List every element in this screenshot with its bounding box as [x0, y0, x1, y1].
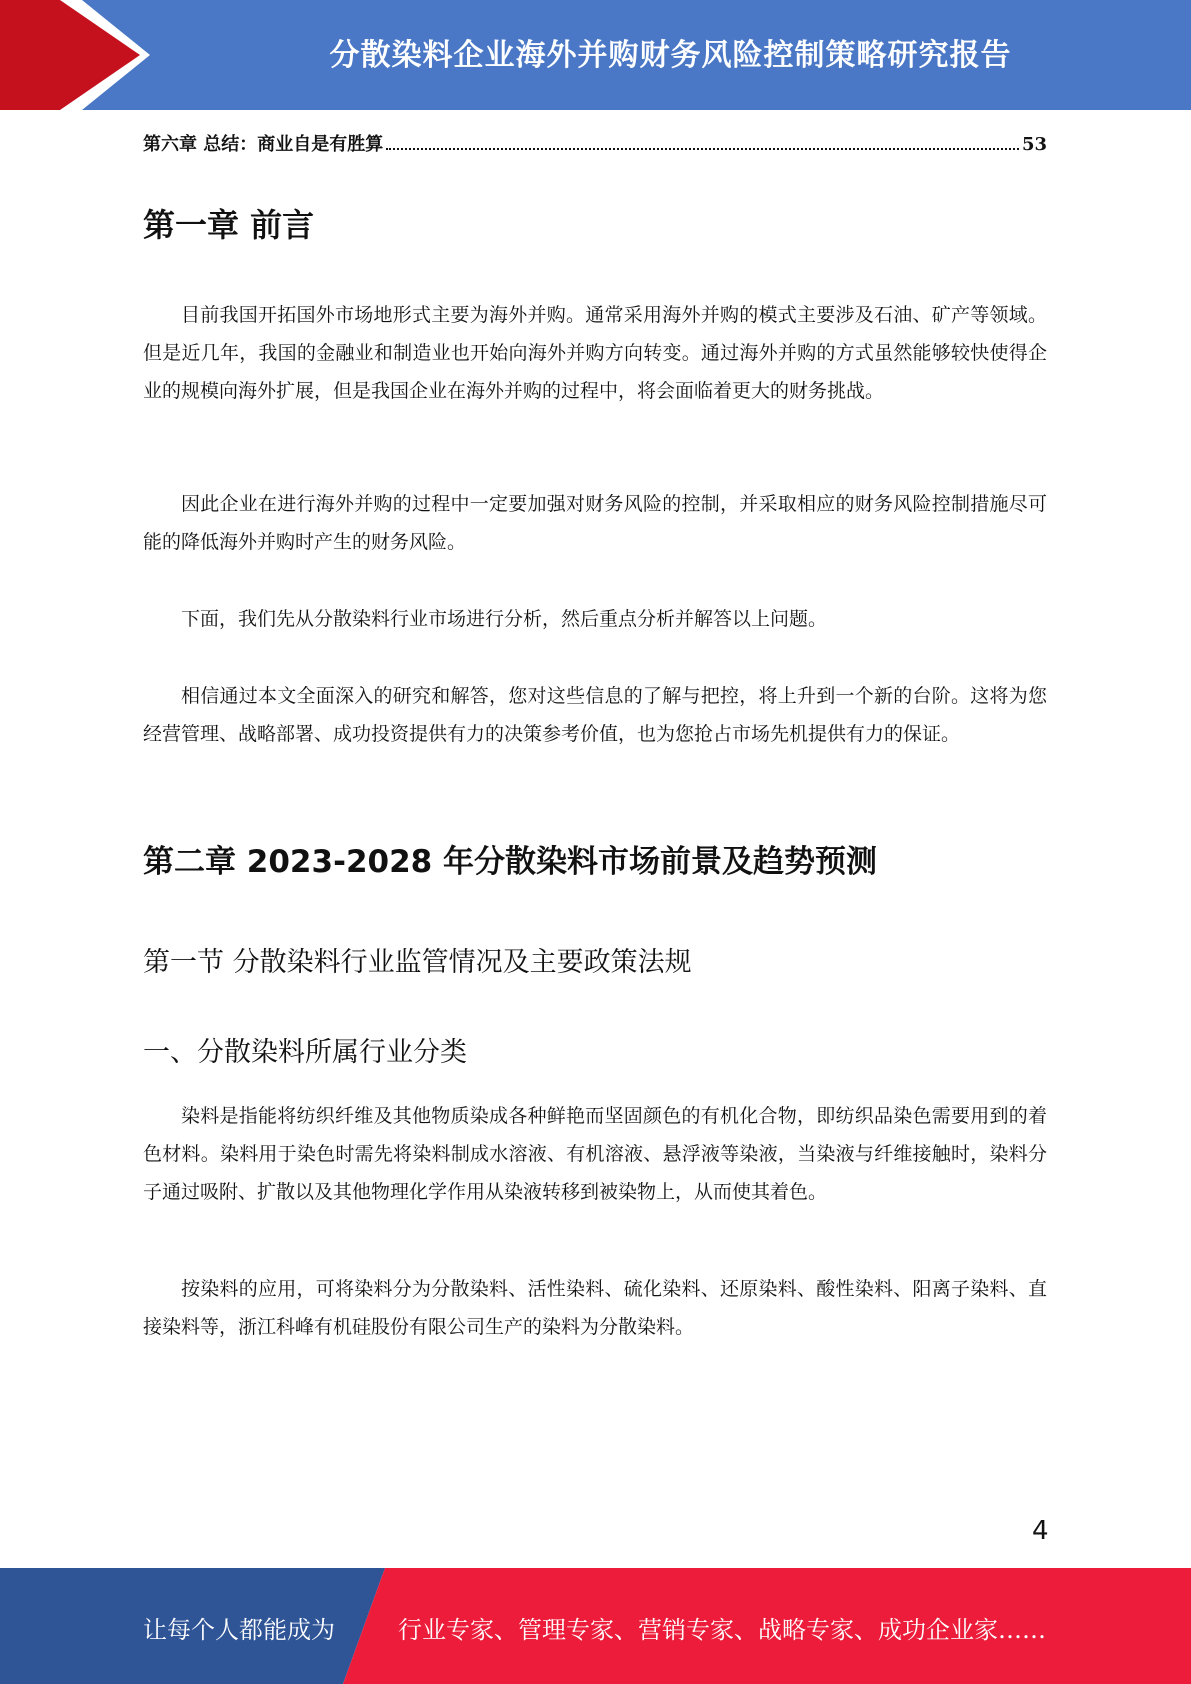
- toc-entry-label: 第六章 总结：商业自是有胜算: [143, 134, 384, 155]
- chapter2-heading: 第二章 2023-2028 年分散染料市场前景及趋势预测: [143, 844, 878, 880]
- report-title: 分散染料企业海外并购财务风险控制策略研究报告: [329, 38, 1012, 73]
- page-number: 4: [1032, 1516, 1049, 1546]
- chapter1-paragraph-4: 相信通过本文全面深入的研究和解答，您对这些信息的了解与把控，将上升到一个新的台阶。这将为您经营管理、战略部署、成功投资提供有力的决策参考价值，也为您抢占市场先机提供有力的保证。: [143, 685, 1047, 745]
- footer-slogan-left: 让每个人都能成为: [143, 1616, 335, 1644]
- chapter1-paragraph-3: 下面，我们先从分散染料行业市场进行分析，然后重点分析并解答以上问题。: [181, 608, 828, 630]
- chapter1-paragraph-2: 因此企业在进行海外并购的过程中一定要加强对财务风险的控制，并采取相应的财务风险控制措施尽可能的降低海外并购时产生的财务风险。: [143, 493, 1047, 553]
- footer-slogan-right: 行业专家、管理专家、营销专家、战略专家、成功企业家……: [398, 1616, 1046, 1644]
- chapter2-paragraph-2: 按染料的应用，可将染料分为分散染料、活性染料、硫化染料、还原染料、酸性染料、阳离子染料、直接染料等，浙江科峰有机硅股份有限公司生产的染料为分散染料。: [143, 1278, 1047, 1338]
- toc-entry[interactable]: [143, 130, 1047, 156]
- page-header: [0, 0, 1191, 110]
- toc-entry-page: 53: [1021, 134, 1047, 155]
- toc-leader-dots: [386, 148, 1019, 150]
- chapter1-paragraph-1: 目前我国开拓国外市场地形式主要为海外并购。通常采用海外并购的模式主要涉及石油、矿产等领域。但是近几年，我国的金融业和制造业也开始向海外并购方向转变。通过海外并购的方式虽然能够较快使得企业的规模向海外扩展，但是我国企业在海外并购的过程中，将会面临着更大的财务挑战。: [143, 304, 1047, 402]
- section-heading: 第一节 分散染料行业监管情况及主要政策法规: [143, 947, 692, 978]
- chapter1-heading: 第一章 前言: [143, 206, 315, 244]
- chapter2-paragraph-1: 染料是指能将纺织纤维及其他物质染成各种鲜艳而坚固颜色的有机化合物，即纺织品染色需要用到的着色材料。染料用于染色时需先将染料制成水溶液、有机溶液、悬浮液等染液，当染液与纤维接触时，染料分子通过吸附、扩散以及其他物理化学作用从染液转移到被染物上，从而使其着色。: [143, 1105, 1047, 1203]
- subsection-heading: 一、分散染料所属行业分类: [143, 1037, 467, 1068]
- page-footer: [0, 1568, 1191, 1684]
